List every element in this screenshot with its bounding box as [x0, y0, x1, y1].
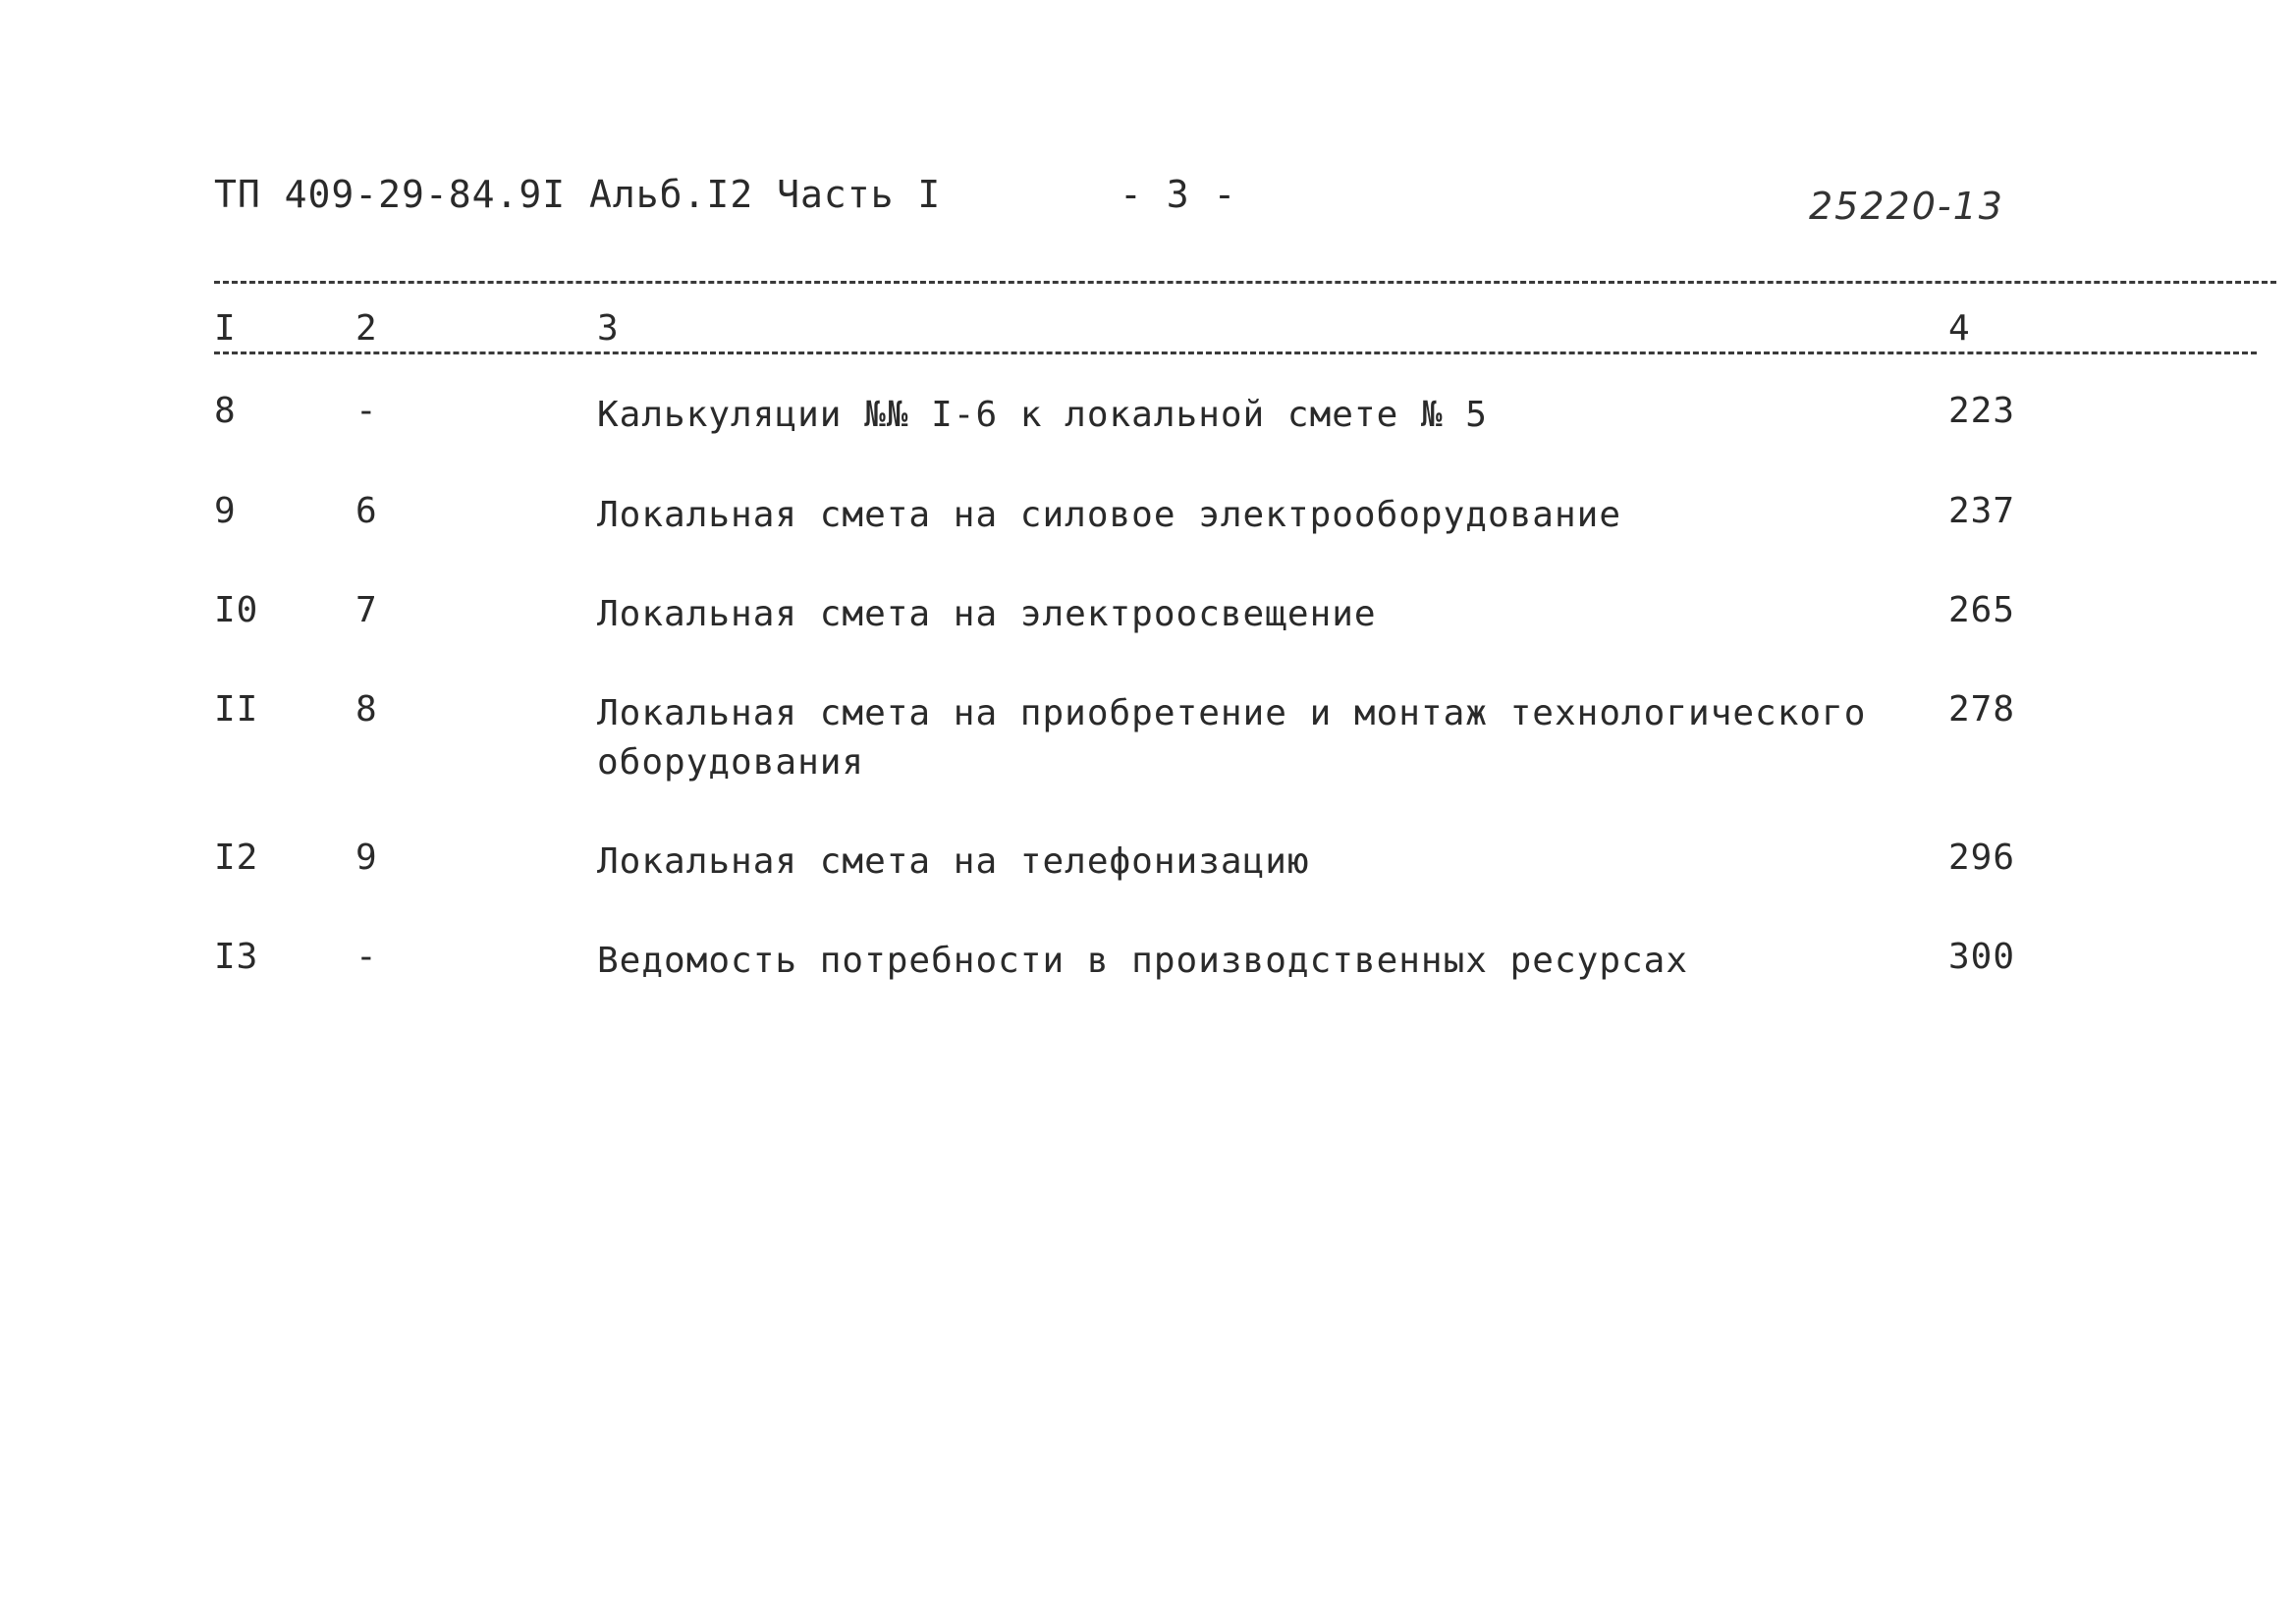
estimate-number: 7	[355, 590, 378, 630]
row-number: I3	[214, 937, 259, 977]
column-header-3: 3	[597, 308, 619, 349]
document-title: Локальная смета на силовое электрооборудование	[597, 495, 1621, 535]
estimate-number: 8	[355, 689, 378, 730]
estimate-number: -	[355, 937, 378, 977]
document-title: Локальная смета на приобретение и монтаж технологического	[597, 693, 1867, 733]
document-title-continuation: оборудования	[597, 742, 865, 783]
column-header-1: I	[214, 308, 236, 349]
row-number: 8	[214, 391, 237, 431]
document-title: Ведомость потребности в производственных ресурсах	[597, 941, 1689, 981]
row-number: I0	[214, 590, 259, 630]
document-code: ТП 409-29-84.9I Альб.I2 Часть I	[214, 173, 942, 216]
sheet-number: 278	[1948, 689, 2016, 730]
column-header-4: 4	[1948, 308, 1970, 349]
estimate-number: -	[355, 391, 378, 431]
document-title: Калькуляции №№ I-6 к локальной смете № 5	[597, 395, 1488, 435]
table-header-rule	[214, 352, 2257, 354]
table-top-rule	[214, 281, 2276, 284]
sheet-number: 300	[1948, 937, 2016, 977]
column-header-2: 2	[355, 308, 377, 349]
document-title: Локальная смета на телефонизацию	[597, 841, 1310, 882]
sheet-number: 265	[1948, 590, 2016, 630]
sheet-number: 223	[1948, 391, 2016, 431]
row-number: II	[214, 689, 259, 730]
row-number: 9	[214, 491, 237, 531]
document-title: Локальная смета на электроосвещение	[597, 594, 1377, 634]
page-number: - 3 -	[1120, 173, 1237, 216]
sheet-number: 237	[1948, 491, 2016, 531]
sheet-number: 296	[1948, 838, 2016, 878]
estimate-number: 6	[355, 491, 378, 531]
estimate-number: 9	[355, 838, 378, 878]
handwritten-inventory-number: 25220-13	[1809, 185, 2004, 228]
row-number: I2	[214, 838, 259, 878]
